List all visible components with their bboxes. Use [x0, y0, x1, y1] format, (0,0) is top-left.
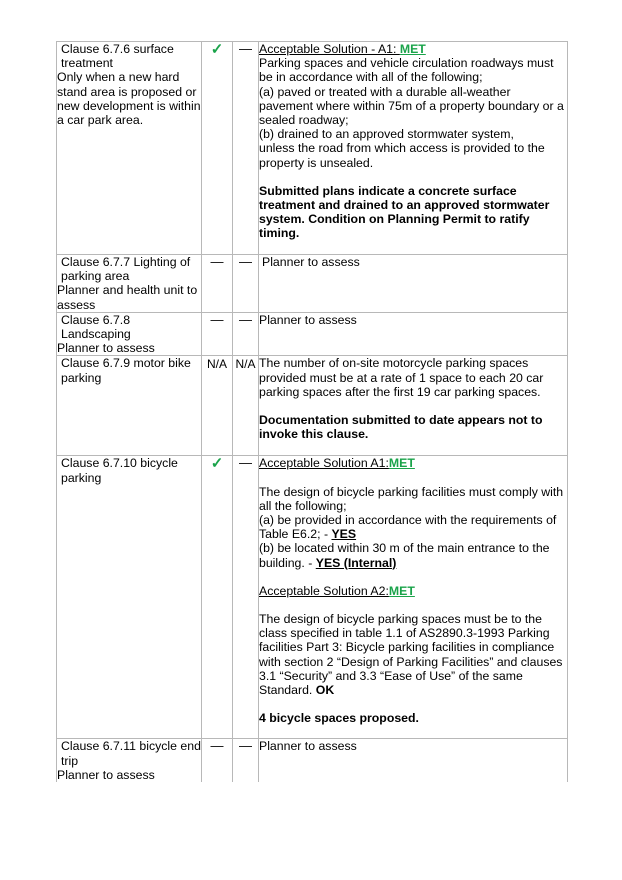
requirement-text: (b) drained to an approved stormwater system,	[259, 127, 514, 142]
dash-mark: —	[239, 455, 252, 471]
clause-note: Planner to assess	[57, 341, 155, 356]
table-row	[57, 456, 568, 739]
clause-cell	[57, 739, 202, 782]
clause-cell	[57, 356, 202, 456]
clause-note: Only when a new hard stand area is proposed or new development is within a car park area.	[57, 70, 201, 128]
table-row	[57, 42, 568, 255]
status-met: MET	[388, 583, 415, 598]
solution-heading	[259, 42, 567, 56]
details-cell	[259, 42, 568, 255]
requirement-item	[259, 541, 567, 569]
clause-title: Clause 6.7.8 Landscaping	[61, 312, 131, 342]
requirement-item-text: (a) be provided in accordance with the requirements of Table E6.2; -	[259, 513, 557, 542]
dash-mark: —	[210, 254, 224, 269]
check-icon: ✓	[210, 455, 224, 473]
compliance-cell	[202, 312, 233, 356]
answer-yes-internal: YES (Internal)	[315, 555, 397, 570]
compliance-cell	[202, 739, 233, 782]
requirement-body: The design of bicycle parking spaces must be to the class specified in table 1.1 of AS2890.3-1993 Parking facilities Part 3: Bicycle parking facilities in compliance with section 2 “Design of Parking Facilities” and clauses 3.1 “Security” and 3.3 “Ease of Use” of the same Standard.	[259, 612, 563, 698]
compliance-cell	[202, 255, 233, 313]
permit-cell	[233, 255, 259, 313]
clause-note: Planner to assess	[57, 767, 155, 782]
status-met: MET	[388, 456, 415, 471]
table-row	[57, 356, 568, 456]
not-applicable-mark: N/A	[206, 357, 227, 372]
solution-label: Acceptable Solution A1:	[259, 456, 389, 471]
assessment-note: Documentation submitted to date appears not to invoke this clause.	[259, 413, 543, 442]
dash-mark: —	[210, 312, 224, 327]
requirement-item	[259, 513, 567, 541]
not-applicable-mark: N/A	[235, 357, 256, 372]
requirement-text: The number of on-site motorcycle parking spaces provided must be at a rate of 1 space to each 20 car parking spaces after the first 19 car parking spaces.	[259, 356, 544, 399]
dash-mark: —	[239, 312, 252, 327]
clause-cell	[57, 255, 202, 313]
permit-cell	[233, 312, 259, 356]
table-row	[57, 255, 568, 313]
assessment-note: Submitted plans indicate a concrete surface treatment and drained to an approved stormwater system. Condition on Planning Permit to ratify timing.	[259, 183, 550, 241]
assessment-note: 4 bicycle spaces proposed.	[259, 711, 419, 726]
clause-title: Clause 6.7.6 surface treatment	[61, 42, 174, 71]
requirement-item-text: (b) be located within 30 m of the main entrance to the building. -	[259, 541, 550, 570]
details-cell	[259, 356, 568, 456]
solution-label: Acceptable Solution - A1:	[259, 42, 400, 56]
clause-cell	[57, 42, 202, 255]
dash-mark: —	[239, 41, 252, 56]
details-cell	[259, 739, 568, 782]
clause-cell	[57, 312, 202, 356]
requirement-text: Parking spaces and vehicle circulation roadways must be in accordance with all of the following;	[259, 56, 554, 85]
permit-cell	[233, 456, 259, 739]
clause-note: Planner and health unit to assess	[57, 283, 198, 312]
solution-heading	[259, 456, 567, 470]
requirement-text: Planner to assess	[259, 312, 357, 327]
permit-cell	[233, 356, 259, 456]
clause-title: Clause 6.7.7 Lighting of parking area	[61, 255, 191, 284]
permit-cell	[233, 739, 259, 782]
clause-cell	[57, 456, 202, 739]
details-cell	[259, 312, 568, 356]
solution-heading	[259, 584, 567, 598]
answer-yes: YES	[331, 527, 357, 542]
requirement-text: Planner to assess	[262, 255, 360, 269]
dash-mark: —	[239, 254, 252, 269]
status-met: MET	[399, 42, 426, 56]
compliance-cell	[202, 356, 233, 456]
requirement-text: unless the road from which access is provided to the property is unsealed.	[259, 141, 545, 170]
solution-label: Acceptable Solution A2:	[259, 583, 389, 598]
clause-title: Clause 6.7.9 motor bike parking	[61, 356, 191, 385]
requirement-text: Planner to assess	[259, 739, 357, 754]
details-cell	[259, 456, 568, 739]
requirement-text	[259, 612, 567, 697]
clause-title: Clause 6.7.10 bicycle parking	[61, 456, 178, 485]
compliance-cell	[202, 42, 233, 255]
answer-ok: OK	[315, 683, 335, 698]
dash-mark: —	[239, 738, 252, 754]
table-row	[57, 312, 568, 356]
requirement-text: (a) paved or treated with a durable all-weather pavement where within 75m of a property boundary or a sealed roadway;	[259, 84, 564, 128]
assessment-table	[56, 41, 568, 782]
check-icon: ✓	[210, 41, 224, 58]
clause-title: Clause 6.7.11 bicycle end trip	[61, 739, 201, 768]
requirement-text: The design of bicycle parking facilities must comply with all the following;	[259, 484, 564, 513]
details-cell	[259, 255, 568, 313]
compliance-cell	[202, 456, 233, 739]
dash-mark: —	[210, 738, 224, 754]
permit-cell	[233, 42, 259, 255]
table-row	[57, 739, 568, 782]
